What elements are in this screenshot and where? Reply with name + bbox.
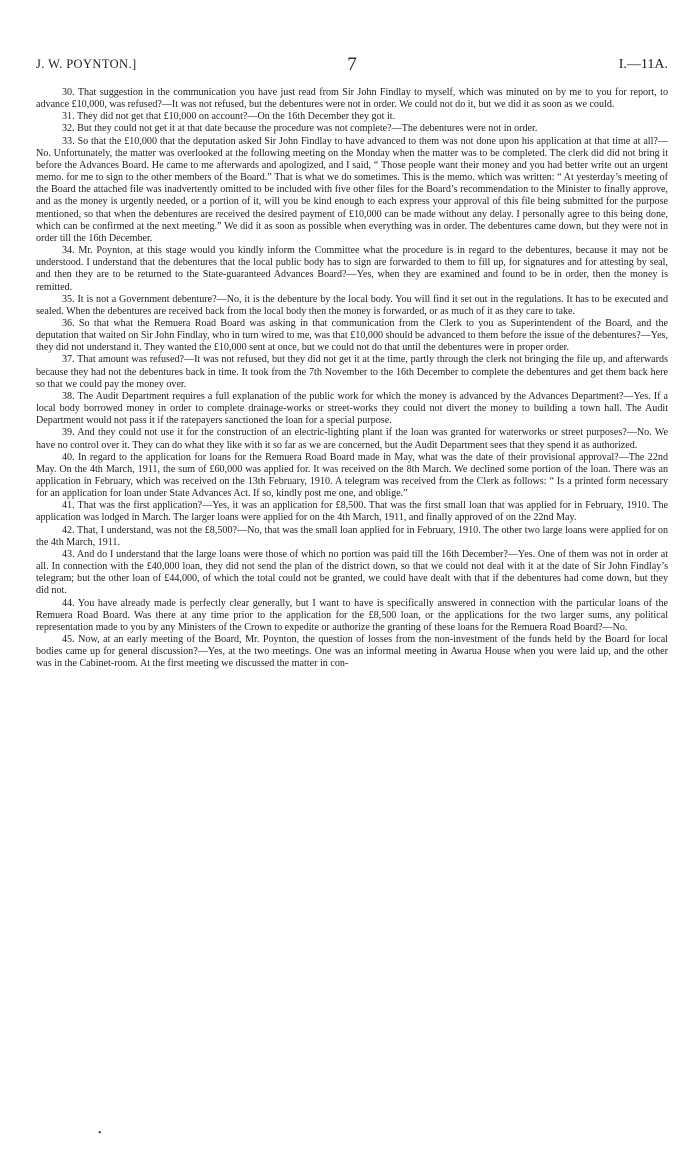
paragraph-34: 34. Mr. Poynton, at this stage would you kindly inform the Committee what the procedure is in regard to the debentures, because it may not be understood. I understand that the debentures that the local public body has to sign are forwarded to them to fill up, for signatures and for attesting by seal, and then they are to be returned to the State-guaranteed Advances Board?—Yes, when they are examined and found to be in order, then the money is remitted. xyxy=(36,245,668,293)
paragraph-45: 45. Now, at an early meeting of the Board, Mr. Poynton, the question of losses from the non-investment of the funds held by the Board for local bodies came up for general discussion?—Yes, at the two meetings. One was an informal meeting in Awarua House when you were laid up, and the other was in the Cabinet-room. At the first meeting we discussed the matter in con- xyxy=(36,634,668,670)
page-number: 7 xyxy=(347,54,357,75)
paragraph-42: 42. That, I understand, was not the £8,500?—No, that was the small loan applied for in February, 1910. The other two large loans were applied for on the 4th March, 1911. xyxy=(36,524,668,548)
paragraph-44: 44. You have already made is perfectly clear generally, but I want to have is specifically answered in connection with the particular loans of the Remuera Road Board. Was there at any time prior to the application for the £8,500 loan, or the applications for the two larger sums, any political representation made to you by any Ministers of the Crown to expedite or authorize the granting of these loans for the Remuera Road Board?—No. xyxy=(36,597,668,633)
paragraph-37: 37. That amount was refused?—It was not refused, but they did not get it at the time, partly through the clerk not bringing the file up, and afterwards because they had not the debentures back in time. It took from the 7th November to the 16th December to complete the debentures and get them back here so that we could pay the money over. xyxy=(36,354,668,390)
paragraph-40: 40. In regard to the application for loans for the Remuera Road Board made in May, what was the date of their provisional approval?—The 22nd May. On the 4th March, 1911, the sum of £60,000 was applied for. It was received on the 8th March. We declined some portion of the loan. There was an application in February, which was received on the 13th February, 1910. A telegram was received from the Clerk as follows: “ Is a printed form necessary for an application for loan under State Advances Act. If so, kindly post me one, and oblige.” xyxy=(36,451,668,500)
page-header xyxy=(36,54,668,79)
header-paper-reference: I.—11A. xyxy=(618,57,668,72)
paragraph-43: 43. And do I understand that the large loans were those of which no portion was paid till the 16th December?—Yes. One of them was not in order at all. In connection with the £40,000 loan, they did not send the plan of the district down, so that we could not deal with it at the date of Sir John Findlay’s telegram; but the other loan of £44,000, of which the total could not be granted, we could have dealt with that if the debentures had come down, but they did not. xyxy=(36,548,668,597)
footer-dot-mark: • xyxy=(98,1128,102,1139)
paragraph-41: 41. That was the first application?—Yes, it was an application for £8,500. That was the first small loan that was applied for in February, 1910. The application was lodged in March. The larger loans were applied for on the 4th March, 1911, and finally approved of on the 22nd May. xyxy=(36,500,668,524)
paragraph-36: 36. So that what the Remuera Road Board was asking in that communication from the Clerk to you as Superintendent of the Board, and the deputation that waited on Sir John Findlay, who in turn wired to me, was that £10,000 should be advanced to them before the issue of the debentures?—Yes, they did not understand it. They wanted the £10,000 sent at once, but we could not do that until the debentures were in proper order. xyxy=(36,317,668,354)
header-witness-name: J. W. POYNTON.] xyxy=(36,57,137,71)
paragraph-32: 32. But they could not get it at that date because the procedure was not complete?—The debentures were not in order. xyxy=(62,123,538,135)
document-body xyxy=(36,87,668,671)
paragraph-33: 33. So that the £10,000 that the deputation asked Sir John Findlay to have advanced to them was not done upon his application at that time at all?—No. Unfortunately, the matter was overlooked at the following meeting on the Monday when the matter was to be completed. The clerk did did not bring it before the Advances Board. He came to me afterwards and apologized, and I said, “ Those people want their money and you had better write out an urgent memo. for me to sign to the other members of the Board.” That is what we do sometimes. This is the memo. which was written: “ At yesterday’s meeting of the Board the attached file was inadvertently omitted to be included with five other files for the Board’s recommendation to the Minister to finally approve, and as the money is urgently needed, or a portion of it, will you be kind enough to each express your approval of this file being submitted for the purpose mentioned, so that when the debentures are received the desired payment of £10,000 can be made without any delay. I personally agree to this being done, which can be confirmed at the next meeting.” We did it as soon as possible when everything was in order. The debentures came down, but they were not in order till the 16th December. xyxy=(36,135,668,244)
paragraph-35: 35. It is not a Government debenture?—No, it is the debenture by the local body. You will find it set out in the regulations. It has to be executed and sealed. When the debentures are received back from the local body then the money is forwarded, or as much of it as they care to take. xyxy=(36,293,668,317)
paragraph-31: 31. They did not get that £10,000 on account?—On the 16th December they got it. xyxy=(62,111,396,123)
paragraph-39: 39. And they could not use it for the construction of an electric-lighting plant if the loan was granted for waterworks or street purposes?—No. We have no control over it. They can do what they like with it so far as we are concerned, but the Audit Department sees that they spend it as authorized. xyxy=(36,427,668,451)
paragraph-38: 38. The Audit Department requires a full explanation of the public work for which the money is advanced by the Advances Department?—Yes. If a local body borrowed money in order to complete drainage-works or street-works they could not divert the money to building a town hall. The Audit Department would not pass it if the ratepayers sanctioned the loan for a special purpose. xyxy=(36,390,668,427)
paragraph-30: 30. That suggestion in the communication you have just read from Sir John Findlay to myself, which was minuted on by me to you for report, to advance £10,000, was refused?—It was not refused, but the debentures were not in order. We could not do it, but we did it as soon as we could. xyxy=(36,87,668,111)
